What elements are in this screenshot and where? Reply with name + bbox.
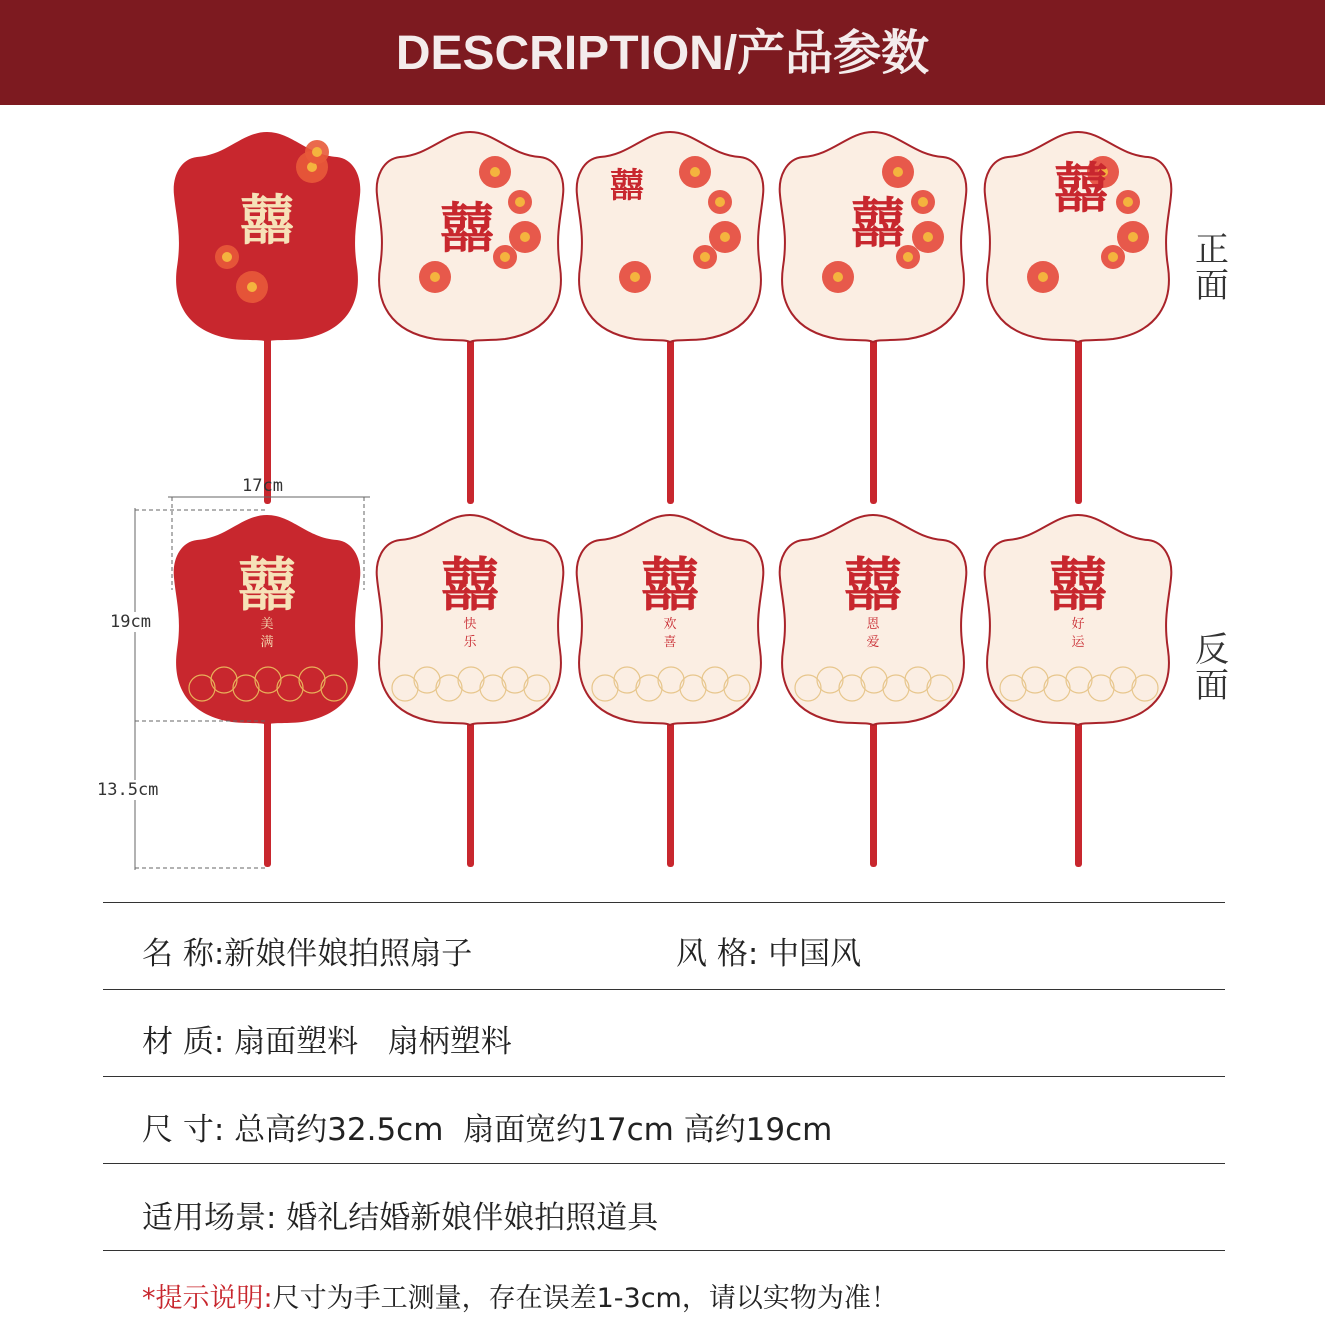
spec-material: 材 质: 扇面塑料 扇柄塑料 [142, 1024, 512, 1060]
width-dimension-label: 17cm [242, 476, 283, 496]
tip-note [142, 1276, 898, 1315]
fan-word-char: 运 [1071, 635, 1085, 650]
fan-xi-character: 囍 [240, 188, 294, 252]
fan-xi-character: 囍 [640, 551, 700, 619]
fan-word-char: 乐 [463, 635, 477, 650]
fan-word-char: 恩 [866, 617, 880, 632]
fan-xi-character: 囍 [237, 551, 297, 619]
front-side-label: 正面 [1195, 230, 1229, 306]
fan-word-char: 欢 [663, 617, 677, 632]
fan-xi-character: 囍 [440, 196, 494, 260]
tip-label: *提示说明: [142, 1283, 273, 1314]
fan-xi-character: 囍 [1048, 551, 1108, 619]
fan-word-char: 快 [463, 617, 477, 632]
fan-word-char: 满 [260, 635, 274, 650]
fan-word-char: 美 [260, 617, 274, 632]
spec-size: 尺 寸: 总高约32.5cm 扇面宽约17cm 高约19cm [142, 1112, 833, 1148]
divider [103, 1163, 1225, 1164]
back-side-label: 反面 [1195, 630, 1229, 706]
fan-word-char: 爱 [866, 635, 880, 650]
divider [103, 1250, 1225, 1251]
fan-word-char: 好 [1071, 617, 1085, 632]
spec-usage: 适用场景: 婚礼结婚新娘伴娘拍照道具 [142, 1200, 659, 1236]
fan-xi-character: 囍 [440, 551, 500, 619]
divider [103, 1076, 1225, 1077]
fan-word-char: 喜 [663, 635, 677, 650]
spec-name: 名 称:新娘伴娘拍照扇子 [142, 936, 473, 972]
fan-xi-character: 囍 [610, 166, 644, 206]
fan-xi-character: 囍 [1054, 156, 1108, 220]
tip-text: 尺寸为手工测量，存在误差1-3cm，请以实物为准！ [272, 1283, 898, 1314]
fan-xi-character: 囍 [843, 551, 903, 619]
fan-xi-character: 囍 [851, 191, 905, 255]
divider [103, 902, 1225, 903]
header-title: DESCRIPTION/产品参数 [395, 27, 930, 80]
face-height-dimension-label: 19cm [110, 612, 151, 632]
spec-style: 风 格: 中国风 [676, 936, 862, 972]
handle-height-dimension-label: 13.5cm [97, 780, 159, 800]
divider [103, 989, 1225, 990]
